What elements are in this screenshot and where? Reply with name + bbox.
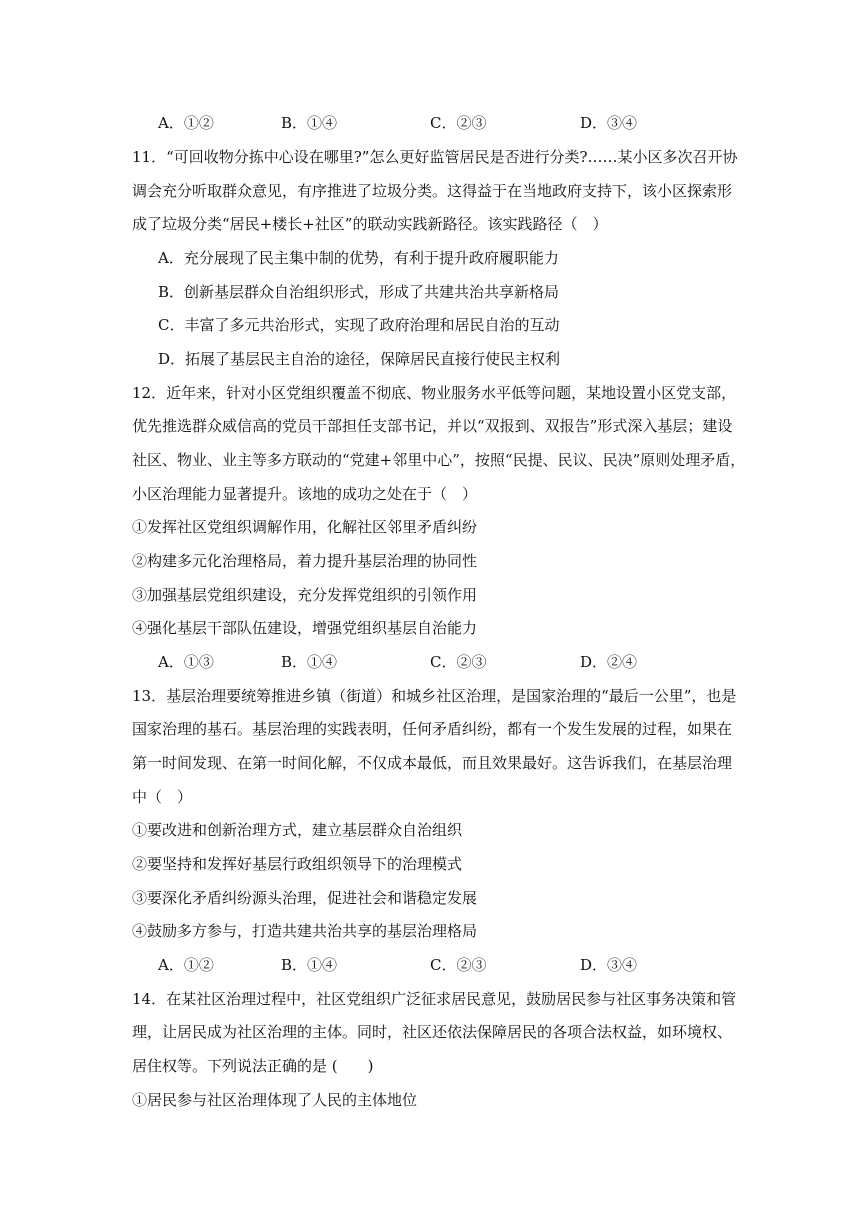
option-d: D．③④ [580,114,638,132]
q12-stem-line-3: 社区、物业、业主等多方联动的“党建+邻里中心”，按照“民提、民议、民决”原则处理矛盾， [132,451,746,469]
option-d: D．③④ [580,956,638,974]
q11-option-a: A．充分展现了民主集中制的优势，有利于提升政府履职能力 [158,249,559,267]
option-c: C．②③ [430,653,487,671]
q14-stem-line-1: 14．在某社区治理过程中，社区党组织广泛征求居民意见，鼓励居民参与社区事务决策和管 [132,990,737,1008]
q13-item-1: ①要改进和创新治理方式，建立基层群众自治组织 [132,821,463,839]
q12-stem-line-4: 小区治理能力显著提升。该地的成功之处在于（ ） [132,485,478,503]
q13-stem-line-4: 中（ ） [132,788,193,806]
option-b: B．①④ [281,653,338,671]
q13-item-4: ④鼓励多方参与，打造共建共治共享的基层治理格局 [132,922,478,940]
option-a: A．①② [158,956,214,974]
option-b: B．①④ [281,956,338,974]
q13-options [158,955,718,975]
q11-option-d: D．拓展了基层民主自治的途径，保障居民直接行使民主权利 [158,350,561,368]
q13-stem-line-2: 国家治理的基石。基层治理的实践表明，任何矛盾纠纷，都有一个发生发展的过程，如果在 [132,720,733,738]
q12-stem-line-2: 优先推选群众威信高的党员干部担任支部书记，并以“双报到、双报告”形式深入基层；建设 [132,417,733,435]
q12-item-2: ②构建多元化治理格局，着力提升基层治理的协同性 [132,552,478,570]
q12-stem-line-1: 12．近年来，针对小区党组织覆盖不彻底、物业服务水平低等问题，某地设置小区党支部， [132,384,737,402]
q14-stem-line-3: 居住权等。下列说法正确的是 ( ) [132,1057,374,1075]
q12-item-1: ①发挥社区党组织调解作用，化解社区邻里矛盾纠纷 [132,518,478,536]
prev-question-options [158,113,718,133]
option-d: D．②④ [580,653,638,671]
q11-stem-line-1: 11．“可回收物分拣中心设在哪里?”怎么更好监管居民是否进行分类?……某小区多次召开协 [132,148,738,166]
q11-option-b: B．创新基层群众自治组织形式，形成了共建共治共享新格局 [158,283,560,301]
option-b: B．①④ [281,114,338,132]
q14-stem-line-2: 理，让居民成为社区治理的主体。同时，社区还依法保障居民的各项合法权益，如环境权、 [132,1023,733,1041]
option-c: C．②③ [430,956,487,974]
q13-item-3: ③要深化矛盾纠纷源头治理，促进社会和谐稳定发展 [132,889,478,907]
q11-stem-line-2: 调会充分听取群众意见，有序推进了垃圾分类。这得益于在当地政府支持下，该小区探索形 [132,182,733,200]
q13-stem-line-3: 第一时间发现、在第一时间化解，不仅成本最低，而且效果最好。这告诉我们，在基层治理 [132,754,733,772]
q12-item-3: ③加强基层党组织建设，充分发挥党组织的引领作用 [132,586,478,604]
q11-stem-line-3: 成了垃圾分类“居民+楼长+社区”的联动实践新路径。该实践路径（ ） [132,215,608,233]
option-c: C．②③ [430,114,487,132]
option-a: A．①② [158,114,214,132]
q12-options [158,652,718,672]
q13-item-2: ②要坚持和发挥好基层行政组织领导下的治理模式 [132,855,463,873]
q13-stem-line-1: 13．基层治理要统筹推进乡镇（街道）和城乡社区治理，是国家治理的“最后一公里”，也是 [132,687,737,705]
q14-item-1: ①居民参与社区治理体现了人民的主体地位 [132,1091,418,1109]
option-a: A．①③ [158,653,214,671]
q12-item-4: ④强化基层干部队伍建设，增强党组织基层自治能力 [132,619,478,637]
q11-option-c: C．丰富了多元共治形式，实现了政府治理和居民自治的互动 [158,316,560,334]
